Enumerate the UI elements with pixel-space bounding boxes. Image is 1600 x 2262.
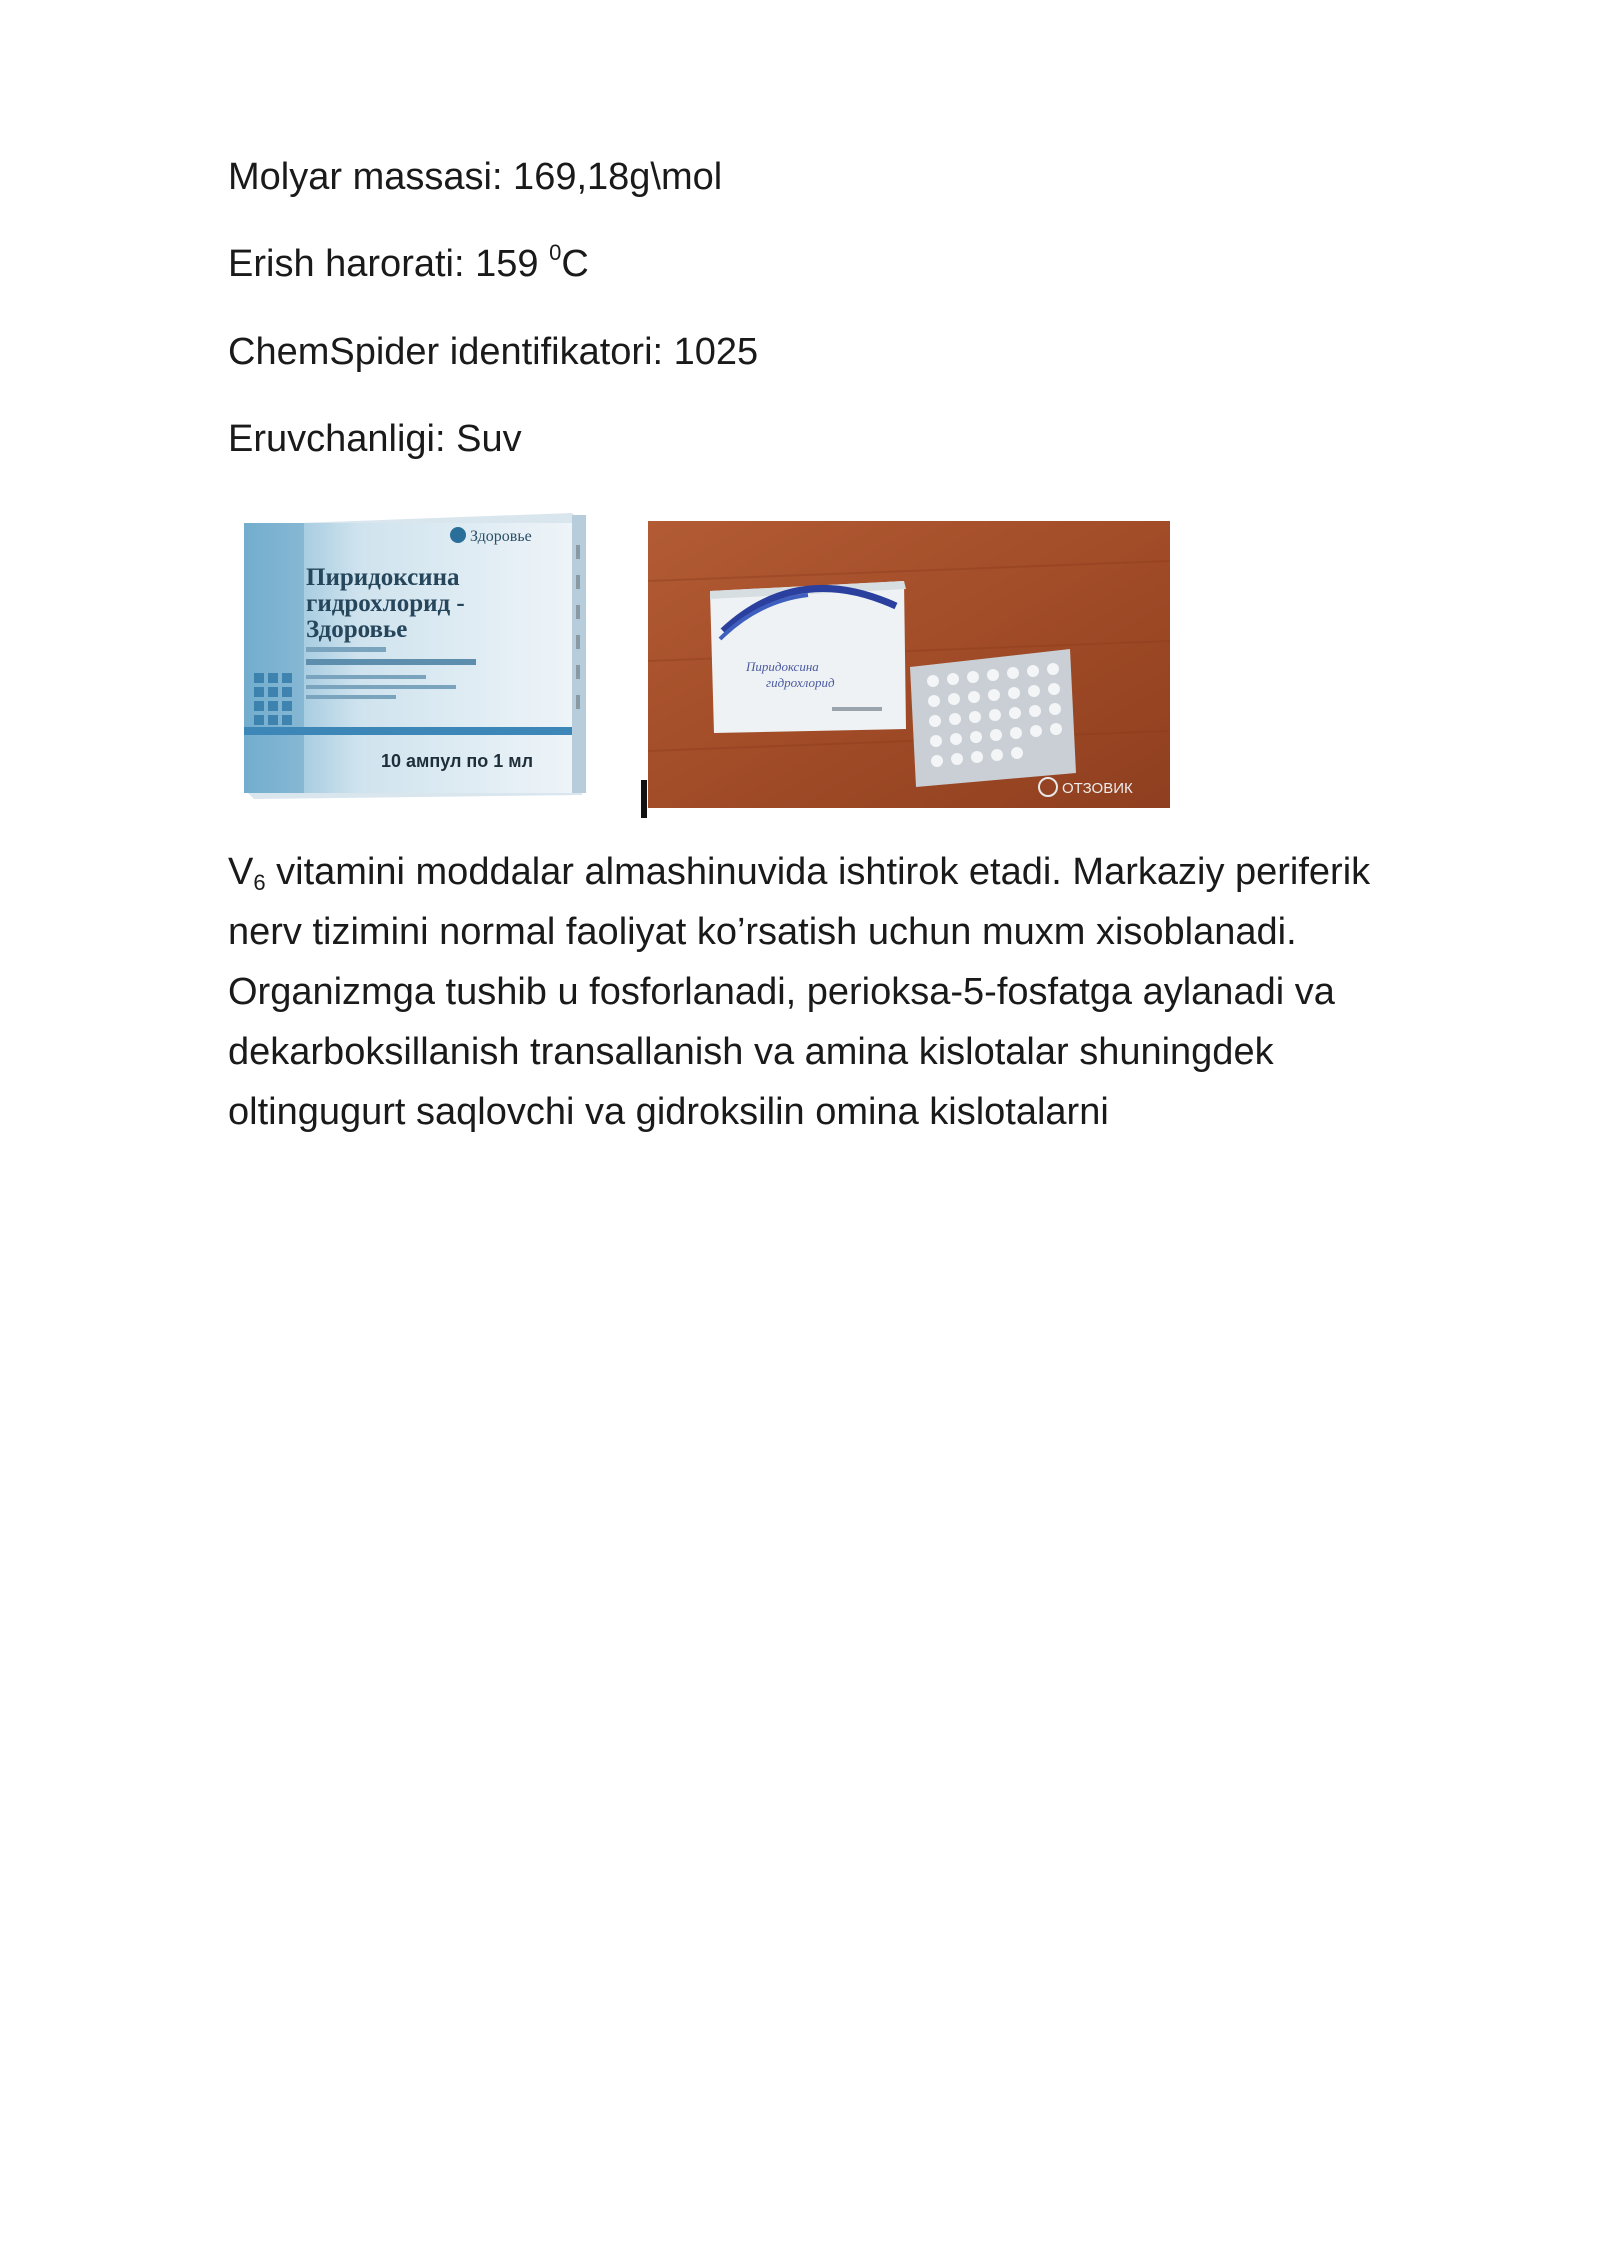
box-bottom-text: 10 ампул по 1 мл — [381, 751, 534, 771]
melting-point-line — [228, 240, 589, 288]
melting-point-unit: C — [561, 243, 589, 285]
paragraph-line-2: nerv tizimini normal faoliyat ko’rsatish uchun muxm xisoblanadi. — [228, 911, 1297, 953]
paragraph-line-3: Organizmga tushib u fosforlanadi, perioksa-5-fosfatga aylanadi va — [228, 971, 1335, 1013]
photo-watermark: ОТЗОВИК — [1062, 780, 1133, 797]
photo-box-text-1: Пиридоксина — [746, 659, 819, 674]
paragraph-line-4: dekarboksillanish transallanish va amina kislotalar shuningdek — [228, 1031, 1274, 1073]
chemspider-line: ChemSpider identifikatori: 1025 — [228, 331, 759, 373]
melting-point-label: Erish harorati: 159 — [228, 243, 550, 285]
box-title-line-1: Пиридоксина — [306, 564, 460, 591]
box-title-line-3: Здоровье — [306, 616, 408, 643]
vitamin-letter: V — [228, 851, 254, 893]
degree-superscript: 0 — [549, 240, 562, 265]
vitamin-paragraph — [228, 842, 1448, 1142]
solubility-line: Eruvchanligi: Suv — [228, 418, 522, 460]
paragraph-line-1 — [228, 842, 1448, 902]
photo-box-text-2: гидрохлорид — [766, 675, 835, 690]
box-title-line-2: гидрохлорид - — [306, 590, 465, 617]
ampoule-box-image — [236, 505, 588, 802]
images-row — [236, 505, 1176, 825]
tablet-photo-image — [648, 521, 1170, 808]
molar-mass-line: Molyar massasi: 169,18g\mol — [228, 156, 723, 198]
text-cursor — [641, 780, 647, 818]
vitamin-subscript: 6 — [253, 870, 266, 895]
box-brand-text: Здоровье — [470, 528, 532, 545]
paragraph-line-1-rest: vitamini moddalar almashinuvida ishtirok etadi. Markaziy periferik — [265, 851, 1371, 893]
paragraph-line-5: oltingugurt saqlovchi va gidroksilin omina kislotalarni — [228, 1091, 1109, 1133]
